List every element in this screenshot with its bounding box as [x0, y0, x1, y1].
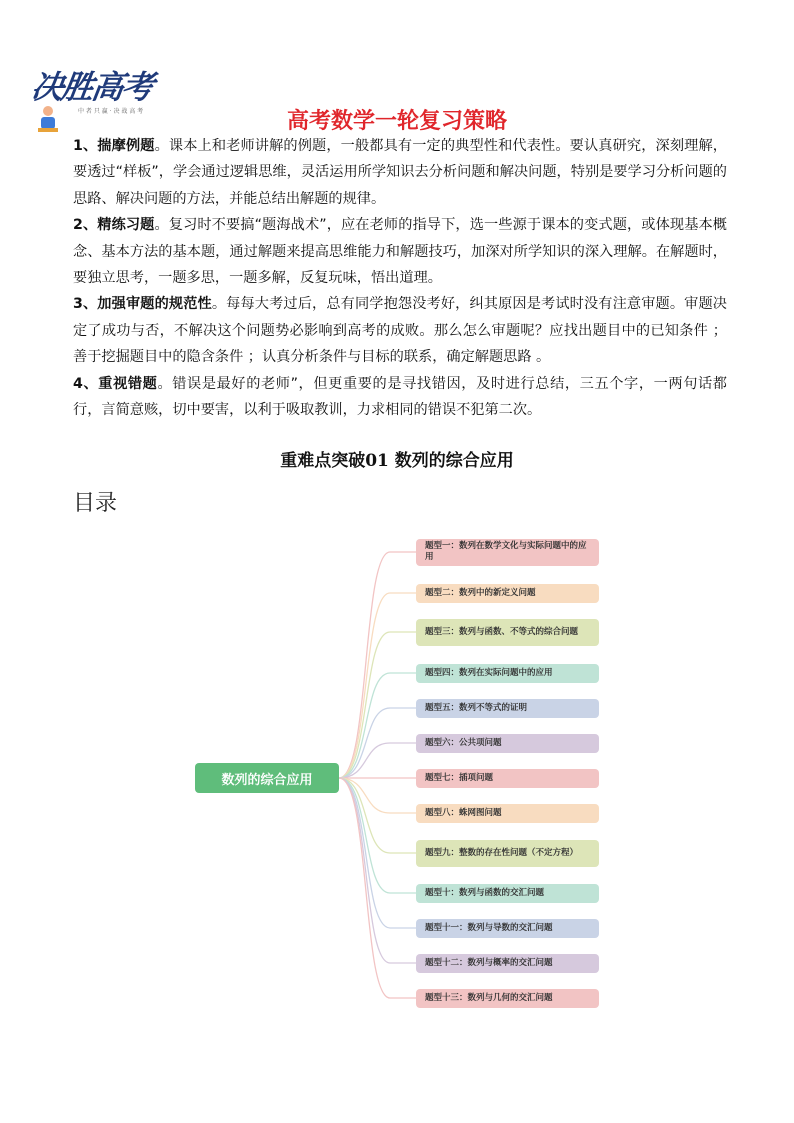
mindmap-node: 题型十三：数列与几何的交汇问题 — [416, 989, 599, 1008]
mindmap-connector — [339, 778, 416, 893]
mindmap-connector — [339, 593, 416, 778]
mindmap-node: 题型八：蛛网图问题 — [416, 804, 599, 823]
mindmap-node: 题型六：公共项问题 — [416, 734, 599, 753]
mindmap-connector — [339, 778, 416, 998]
strategy-text: 。课本上和老师讲解的例题，一般都具有一定的典型性和代表性。要认真研究，深刻理解，要透过“样板”，学会通过逻辑思维，灵活运用所学知识去分析问题和解决问题，特别是要学习分析问题的思路、解决问题的方法，并能总结出解题的规律。 — [73, 138, 727, 207]
mindmap-connector — [339, 673, 416, 778]
logo-text: 决胜高考 — [29, 68, 155, 106]
strategy-label: 1、揣摩例题 — [73, 138, 155, 154]
strategy-text: 。复习时不要搞“题海战术”，应在老师的指导下，选一些源于课本的变式题，或体现基本概念、基本方法的基本题，通过解题来提高思维能力和解题技巧，加深对所学知识的深入理解。在解题时，要独立思考，一题多思，一题多解，反复玩味，悟出道理。 — [73, 217, 727, 287]
page-title: 高考数学一轮复习策略 — [286, 109, 507, 134]
mindmap-node: 题型七：插项问题 — [416, 769, 599, 788]
strategy-text: 。错误是最好的老师”，但更重要的是寻找错因，及时进行总结，三五个字，一两句话都行，言简意赅，切中要害，以利于吸取教训，力求相同的错误不犯第二次。 — [73, 375, 727, 419]
mindmap-connector — [339, 632, 416, 778]
mindmap-connector — [339, 743, 416, 778]
strategy-label: 2、精练习题 — [73, 217, 155, 234]
strategy-label: 4、重视错题 — [73, 375, 158, 392]
mindmap-connector — [339, 778, 416, 963]
strategy-label: 3、加强审题的规范性 — [73, 296, 212, 313]
mindmap-node: 题型十二：数列与概率的交汇问题 — [416, 954, 599, 973]
mindmap-node: 题型二：数列中的新定义问题 — [416, 584, 599, 603]
mindmap-root: 数列的综合应用 — [195, 763, 339, 793]
mindmap-connector — [339, 552, 416, 778]
mindmap-node: 题型三：数列与函数、不等式的综合问题 — [416, 619, 599, 646]
mindmap-node: 题型十：数列与函数的交汇问题 — [416, 884, 599, 903]
logo-subtitle: 中 者 只 赢 · 决 战 高 考 — [78, 108, 144, 115]
mindmap-node: 题型十一：数列与导数的交汇问题 — [416, 919, 599, 938]
mindmap-node: 题型五：数列不等式的证明 — [416, 699, 599, 718]
toc-heading: 目录 — [73, 491, 118, 516]
mindmap-node: 题型一：数列在数学文化与实际问题中的应用 — [416, 539, 599, 566]
mindmap-node: 题型九：整数的存在性问题（不定方程） — [416, 840, 599, 867]
section-title: 重难点突破01 数列的综合应用 — [280, 451, 514, 471]
mindmap-node: 题型四：数列在实际问题中的应用 — [416, 664, 599, 683]
strategy-text: 。每每大考过后，总有同学抱怨没考好，纠其原因是考试时没有注意审题。审题决定了成功与否，不解决这个问题势必影响到高考的成败。那么怎么审题呢？应找出题目中的已知条件 ；善于挖掘题目中的隐含条件 ；认真分析条件与目标的联系，确定解题思路 。 — [73, 296, 727, 366]
